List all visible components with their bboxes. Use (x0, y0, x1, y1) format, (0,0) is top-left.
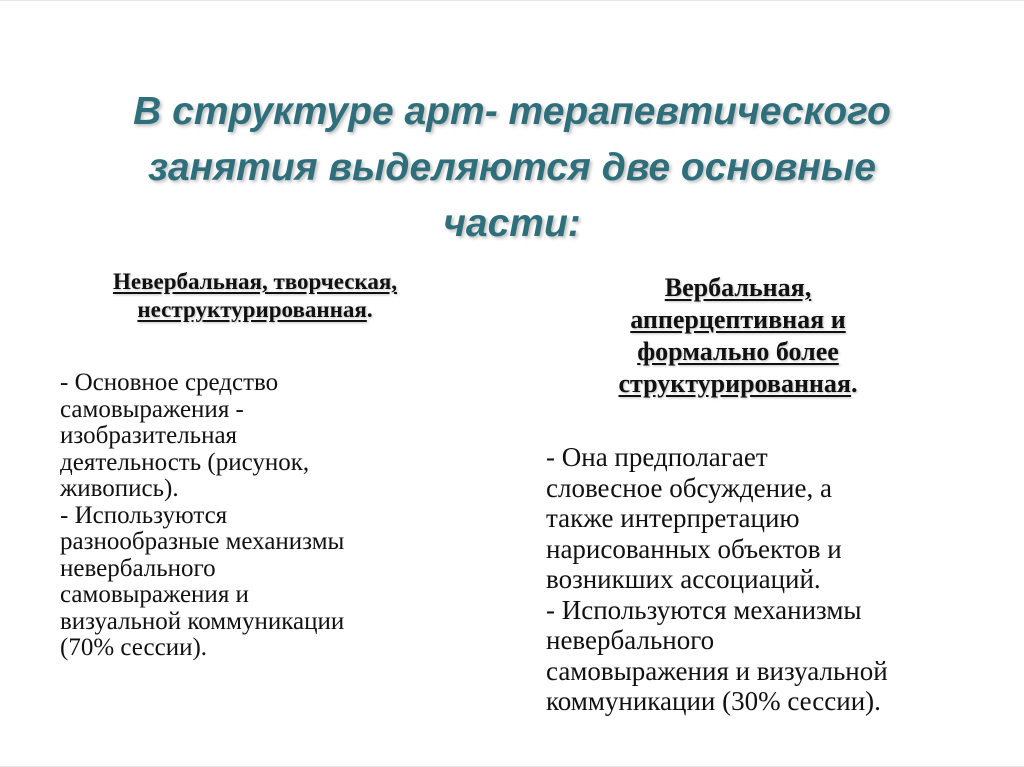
left-heading-line-2: неструктурированная (137, 297, 367, 322)
right-heading-tail: . (850, 369, 858, 398)
right-heading-line-2: апперцептивная и (630, 305, 846, 334)
right-heading-line-1: Вербальная, (664, 273, 812, 302)
right-column (540, 272, 1000, 717)
title-line-2: занятия выделяются две основные (148, 146, 876, 189)
left-heading-line-1: Невербальная, творческая, (112, 269, 398, 294)
right-heading-line-4: структурированная (618, 369, 851, 398)
title-line-3: части: (443, 202, 581, 245)
right-heading (568, 272, 908, 400)
right-body-text: - Она предполагает словесное обсуждение, а также интерпретацию нарисованных объектов и возникших ассоциаций. - Используются механизмы невербального самовыражения и визуальной коммуникации (30% сессии). (546, 442, 888, 716)
left-heading (60, 268, 450, 324)
left-body-text: - Основное средство самовыражения - изобразительная деятельность (рисунок, живопись). - Используются разнообразные механизмы невербального самовыражения и визуальной коммуникации (70% сессии). (60, 369, 345, 661)
right-heading-line-3: формально более (637, 337, 839, 366)
left-heading-tail: . (366, 297, 373, 322)
left-column (60, 268, 470, 662)
slide-title (40, 84, 984, 252)
title-line-1: В структуре арт- терапевтического (133, 90, 891, 133)
